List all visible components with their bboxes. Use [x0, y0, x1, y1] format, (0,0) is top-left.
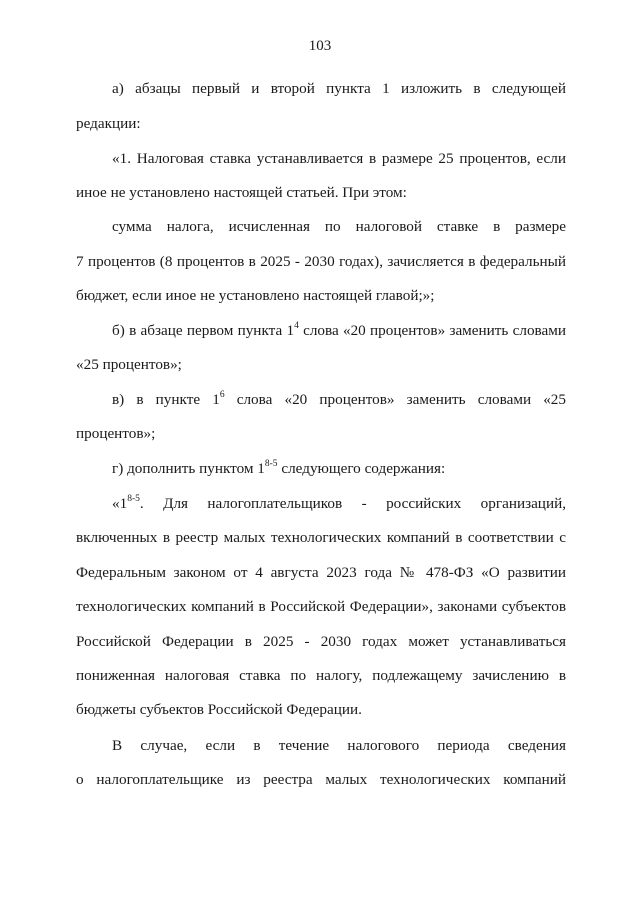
text-segment: «1	[112, 495, 128, 512]
text-segment: слова «20 процентов» заменить словами «25	[224, 391, 566, 408]
text-segment: . Для налогоплательщиков - российских организаций,	[139, 495, 566, 512]
text-line: технологических компаний в Российской Федерации», законами субъектов	[76, 598, 566, 615]
text-line: сумма налога, исчисленная по налоговой ставке в размере	[112, 218, 566, 235]
text-line: о налогоплательщике из реестра малых технологических компаний	[76, 771, 566, 788]
text-line	[112, 390, 566, 409]
text-line: Федеральным законом от 4 августа 2023 года № 478-ФЗ «О развитии	[76, 564, 566, 581]
text-line: редакции:	[76, 115, 141, 132]
text-line: Российской Федерации в 2025 - 2030 годах может устанавливаться	[76, 633, 566, 650]
text-line: В случае, если в течение налогового периода сведения	[112, 737, 566, 754]
text-segment: следующего содержания:	[277, 460, 446, 477]
text-segment: б) в абзаце первом пункта 1	[112, 322, 295, 339]
text-line	[112, 494, 566, 513]
page-number: 103	[308, 38, 332, 54]
text-line: процентов»;	[76, 425, 156, 442]
text-segment: в) в пункте 1	[112, 391, 220, 408]
text-line: пониженная налоговая ставка по налогу, подлежащему зачислению в	[76, 667, 566, 684]
superscript: 6	[219, 390, 225, 400]
superscript: 8-5	[264, 459, 278, 469]
text-line: иное не установлено настоящей статьей. При этом:	[76, 184, 407, 201]
superscript: 4	[294, 321, 299, 331]
text-segment: слова «20 процентов» заменить словами	[298, 322, 566, 339]
text-line: бюджет, если иное не установлено настоящей главой;»;	[76, 287, 435, 304]
text-line: а) абзацы первый и второй пункта 1 изложить в следующей	[112, 80, 566, 97]
text-line: включенных в реестр малых технологических компаний в соответствии с	[76, 529, 566, 546]
text-line: «1. Налоговая ставка устанавливается в размере 25 процентов, если	[112, 150, 566, 167]
text-line: «25 процентов»;	[76, 356, 182, 373]
text-line: 7 процентов (8 процентов в 2025 - 2030 годах), зачисляется в федеральный	[76, 253, 566, 270]
superscript: 8-5	[127, 494, 140, 504]
text-line	[112, 321, 566, 340]
text-line	[112, 459, 566, 478]
text-line: бюджеты субъектов Российской Федерации.	[76, 701, 362, 718]
text-segment: г) дополнить пунктом 1	[112, 460, 265, 477]
